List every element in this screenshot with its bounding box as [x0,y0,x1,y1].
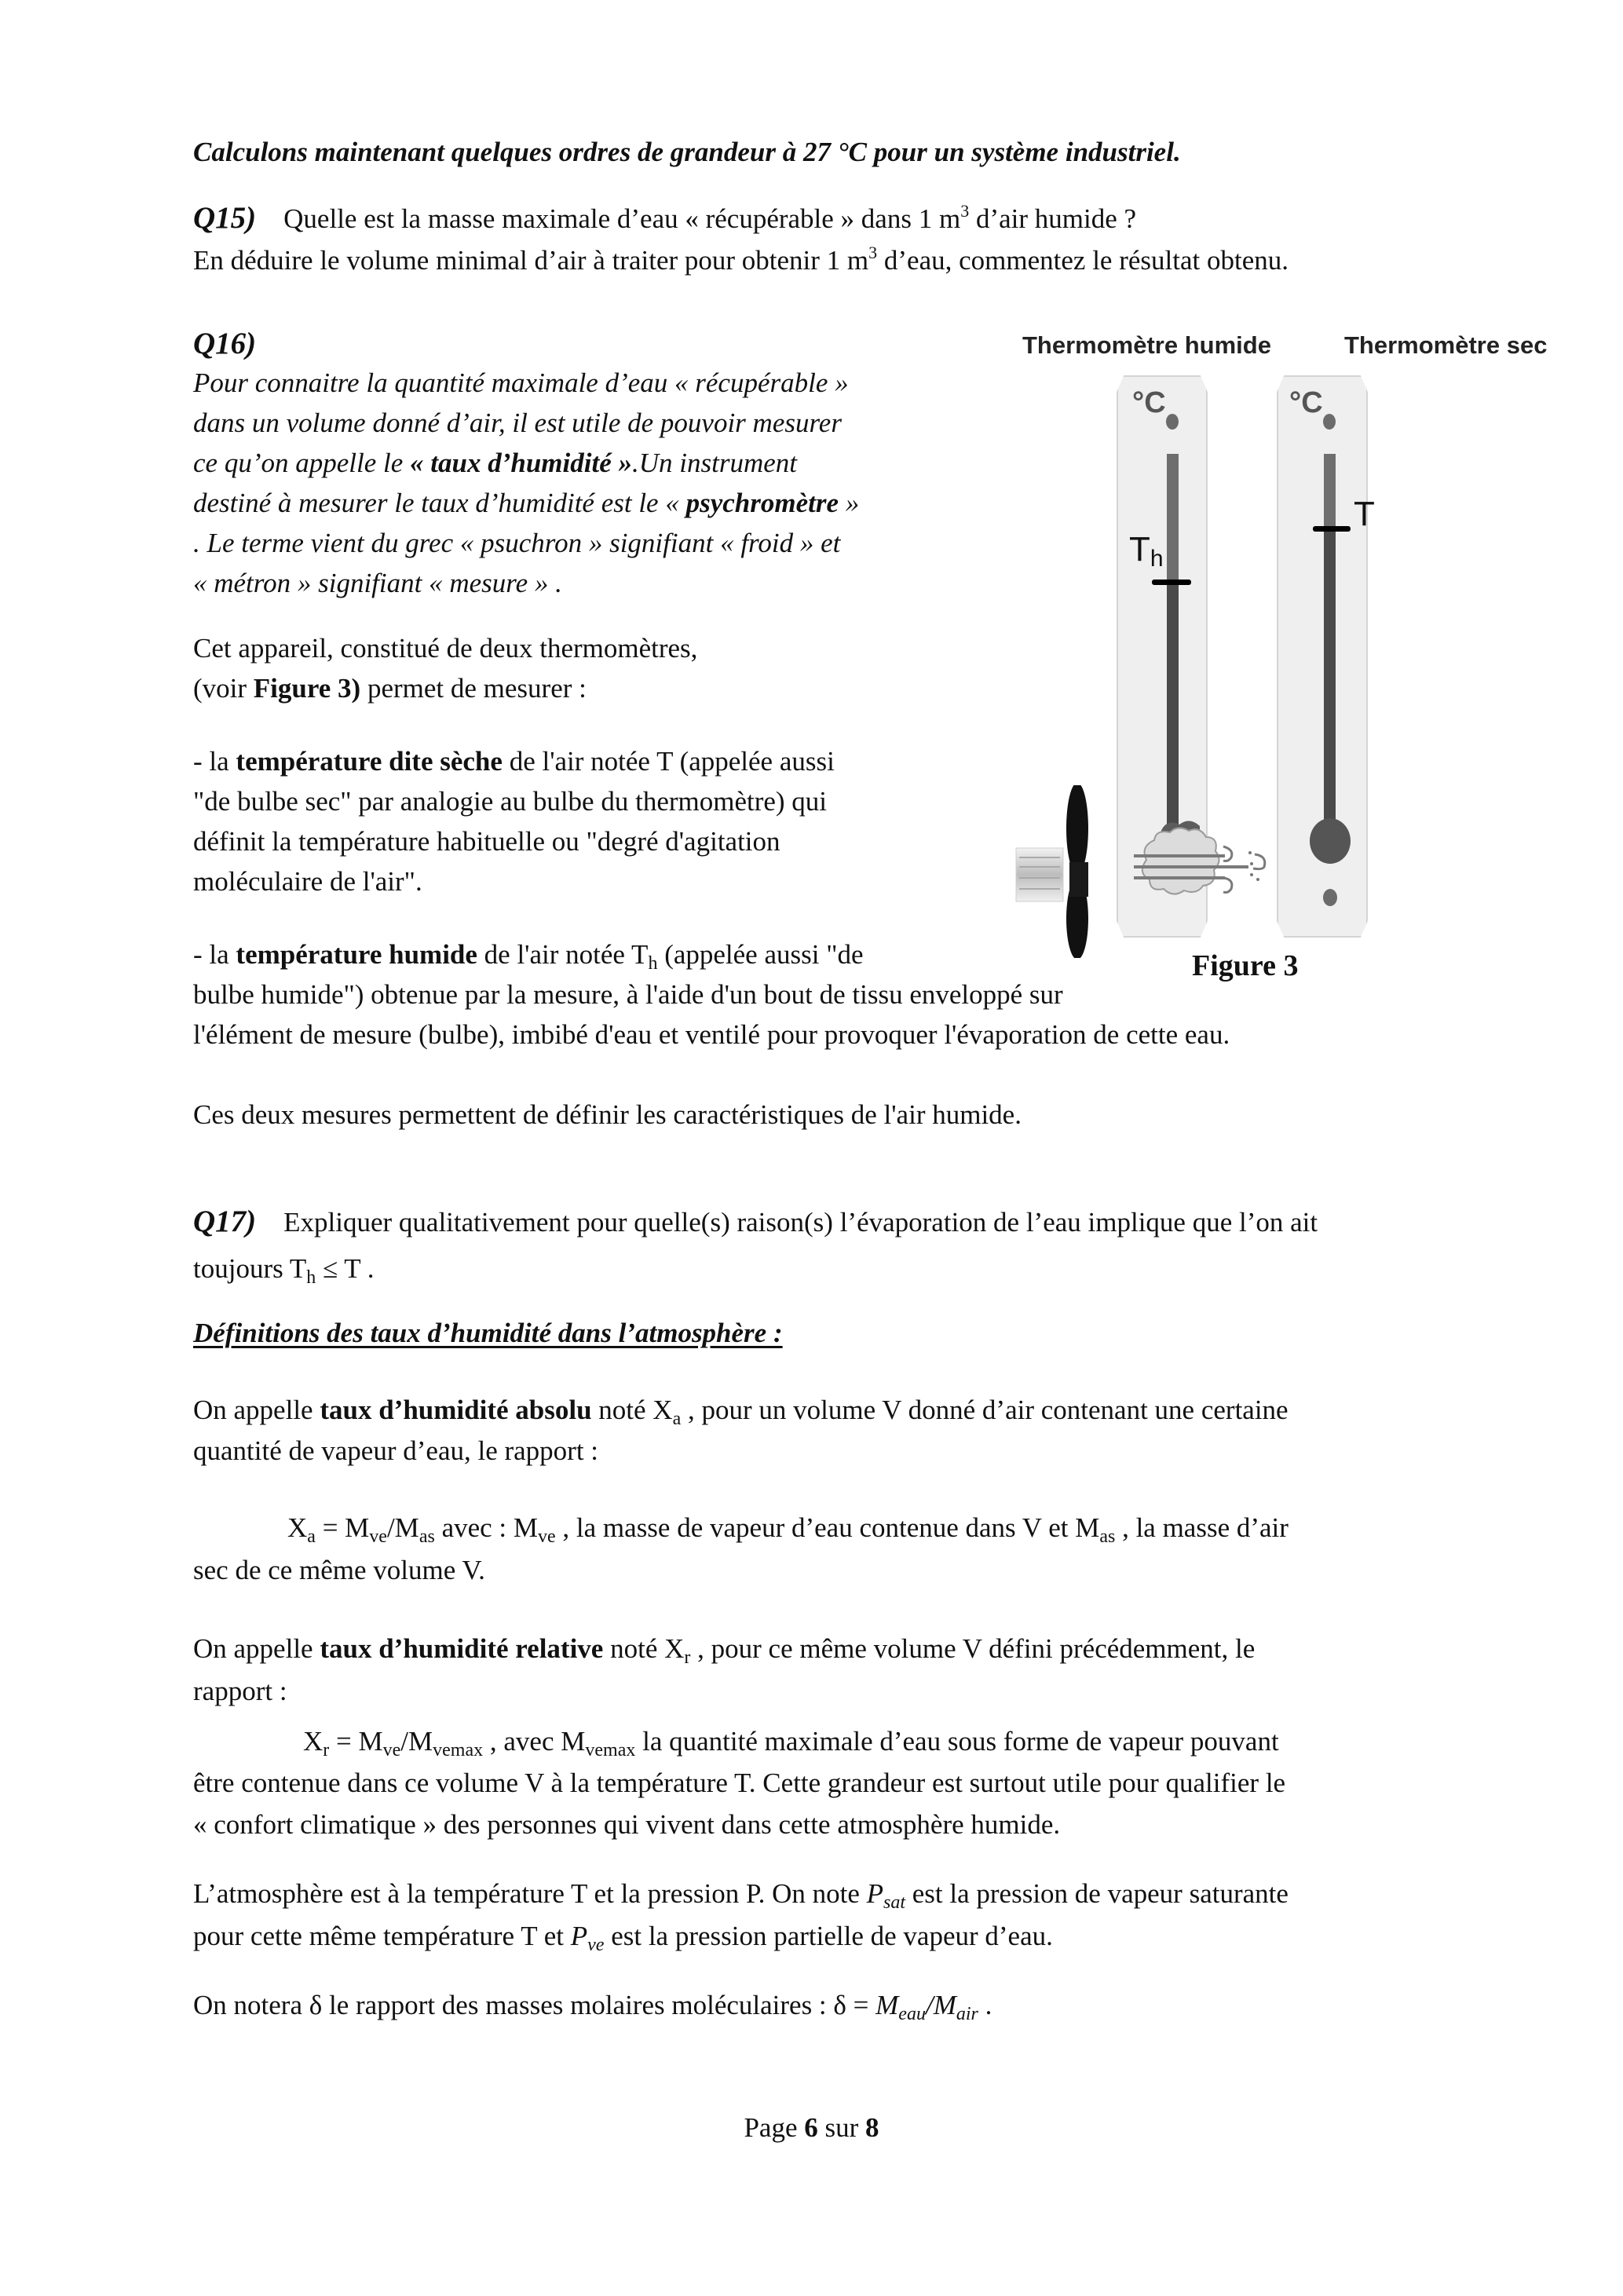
absolu-prefix: On appelle [193,1395,320,1425]
dry-bulb [1310,818,1351,864]
seche-line-2: "de bulbe sec" par analogie au bulbe du thermomètre) qui [193,786,828,817]
seche-line-1 [193,741,835,782]
humide-line-3: l'élément de mesure (bulbe), imbibé d'eau et ventilé pour provoquer l'évaporation de cette eau. [193,1019,1230,1050]
q16-line-3 [193,443,797,484]
humide-text-end: (appelée aussi "de [657,939,864,970]
figure-caption: Figure 3 [1192,949,1299,982]
q17-sub: h [306,1267,316,1288]
page-number: Page 6 sur 8 [744,2112,879,2143]
relative-line-4: être contenue dans ce volume V à la température T. Cette grandeur est surtout utile pour qualifier le [193,1768,1286,1798]
wet-unit-label: °C [1132,386,1166,419]
humide-term: température humide [236,939,477,970]
relative-line-1 [193,1629,1255,1669]
fan-icon [1013,785,1099,958]
q16-line4-text: destiné à mesurer le taux d’humidité est le « [193,488,686,518]
figure-reference: Figure 3) [253,673,361,704]
appareil-text: (voir [193,673,254,704]
wet-level-label: $T_h$ [1129,530,1164,572]
q17-text: Expliquer qualitativement pour quelle(s) raison(s) l’évaporation de l’eau implique que l’on ait [283,1207,1318,1238]
q16-term-psychrometre: psychromètre [685,488,839,518]
q15-line2-text: En déduire le volume minimal d’air à traiter pour obtenir 1 m [193,245,869,276]
dry-level-label: T [1354,495,1375,533]
atmosphere-line-2: pour cette même température T et $P_{ve}$ est la pression partielle de vapeur d’eau. [193,1921,1053,1955]
pve-symbol: P [570,1921,588,1951]
seche-text: de l'air notée T (appelée aussi [502,746,835,777]
figure-psychrometre [997,322,1594,950]
label-wet-thermometer: Thermomètre humide [1022,331,1271,359]
q15-line2-sup: 3 [868,243,878,262]
q16-line3-text: ce qu’on appelle le [193,448,411,478]
wet-tube-empty [1167,454,1179,583]
relative-text-end: , pour ce même volume V défini précédemment, le [690,1633,1256,1664]
dry-bottom-dot [1323,889,1337,906]
relative-term: taux d’humidité relative [320,1633,604,1664]
relative-formula: $X_r = M_{ve}/M_{vemax}$ , avec $M_{vemax}$ la quantité maximale d’eau sous forme de vapeur pouvant [303,1726,1279,1760]
q17-line-2 [193,1249,375,1289]
q15-line-1 [193,198,1136,239]
appareil-text-end: permet de mesurer : [360,673,587,704]
psat-symbol: P [866,1878,883,1909]
dry-top-dot [1323,414,1336,430]
definitions-heading: Définitions des taux d’humidité dans l’atmosphère : [193,1318,783,1348]
wet-cloth-icon [1131,817,1248,903]
wet-level-mark [1152,579,1191,585]
q15-label: Q15) [193,201,257,235]
q17-line-1 [193,1201,1318,1243]
atmosphere-line-1: L’atmosphère est à la température T et la pression P. On note $P_{sat}$ est la pression de vapeur saturante [193,1878,1289,1913]
absolu-line-1 [193,1390,1289,1431]
q15-text-end: d’air humide ? [969,203,1137,234]
dry-level-mark [1313,526,1351,532]
absolu-sub: a [672,1409,682,1429]
q16-line-4 [193,483,859,524]
dry-unit-label: °C [1289,386,1323,419]
appareil-line-1: Cet appareil, constitué de deux thermomètres, [193,633,698,664]
q16-line-1: Pour connaitre la quantité maximale d’eau « récupérable » [193,367,849,398]
relative-sub: r [684,1647,691,1668]
q16-line4-end: » [839,488,860,518]
absolu-text: noté X [591,1395,673,1425]
relative-prefix: On appelle [193,1633,320,1664]
dry-tube-empty [1324,454,1336,528]
q16-line-6: « métron » signifiant « mesure » . [193,568,562,598]
humide-sub: h [648,953,658,974]
relative-line-5: « confort climatique » des personnes qui vivent dans cette atmosphère humide. [193,1809,1061,1840]
absolu-formula: $X_a = M_{ve}/M_{as}$ avec : $M_{ve}$ , la masse de vapeur d’eau contenue dans V et $M_{as}$ , la masse d’air [287,1512,1289,1547]
label-dry-thermometer: Thermomètre sec [1344,331,1548,359]
dry-tube-fill [1324,528,1336,827]
intro-line: Calculons maintenant quelques ordres de grandeur à 27 °C pour un système industriel. [193,137,1181,167]
absolu-line-2: quantité de vapeur d’eau, le rapport : [193,1435,599,1466]
absolu-text-end: , pour un volume V donné d’air contenant une certaine [681,1395,1289,1425]
q17-line2-text: toujours T [193,1253,307,1284]
seche-prefix: - la [193,746,236,777]
q15-line-2 [193,240,1289,281]
q16-label: Q16) [193,327,257,360]
q17-label: Q17) [193,1205,257,1238]
wet-top-dot [1166,414,1179,430]
humide-prefix: - la [193,939,236,970]
relative-text: noté X [603,1633,685,1664]
humide-line-2: bulbe humide") obtenue par la mesure, à l'aide d'un bout de tissu enveloppé sur [193,979,1063,1010]
appareil-line-2 [193,668,587,709]
seche-line-3: définit la température habituelle ou "degré d'agitation [193,826,780,857]
q15-line2-end: d’eau, commentez le résultat obtenu. [877,245,1289,276]
delta-line: On notera δ le rapport des masses molaires moléculaires : $\delta = M_{eau}/M_{air}$ . [193,1990,992,2024]
conclusion-line: Ces deux mesures permettent de définir les caractéristiques de l'air humide. [193,1099,1022,1130]
q15-sup: 3 [960,201,970,221]
q16-line-2: dans un volume donné d’air, il est utile de pouvoir mesurer [193,408,842,438]
q16-line-5: . Le terme vient du grec « psuchron » signifiant « froid » et [193,528,841,558]
wet-tube-fill [1167,583,1179,843]
q17-inequality: ≤ T . [316,1253,375,1284]
absolu-term: taux d’humidité absolu [320,1395,592,1425]
relative-line-2: rapport : [193,1676,287,1706]
absolu-line-4: sec de ce même volume V. [193,1555,485,1585]
q16-term-taux: « taux d’humidité » [410,448,632,478]
seche-line-4: moléculaire de l'air". [193,866,422,897]
humide-text: de l'air notée T [477,939,649,970]
seche-term: température dite sèche [236,746,503,777]
humide-line-1 [193,934,864,975]
q15-text: Quelle est la masse maximale d’eau « récupérable » dans 1 m [283,203,961,234]
q16-line3-end: .Un instrument [631,448,797,478]
